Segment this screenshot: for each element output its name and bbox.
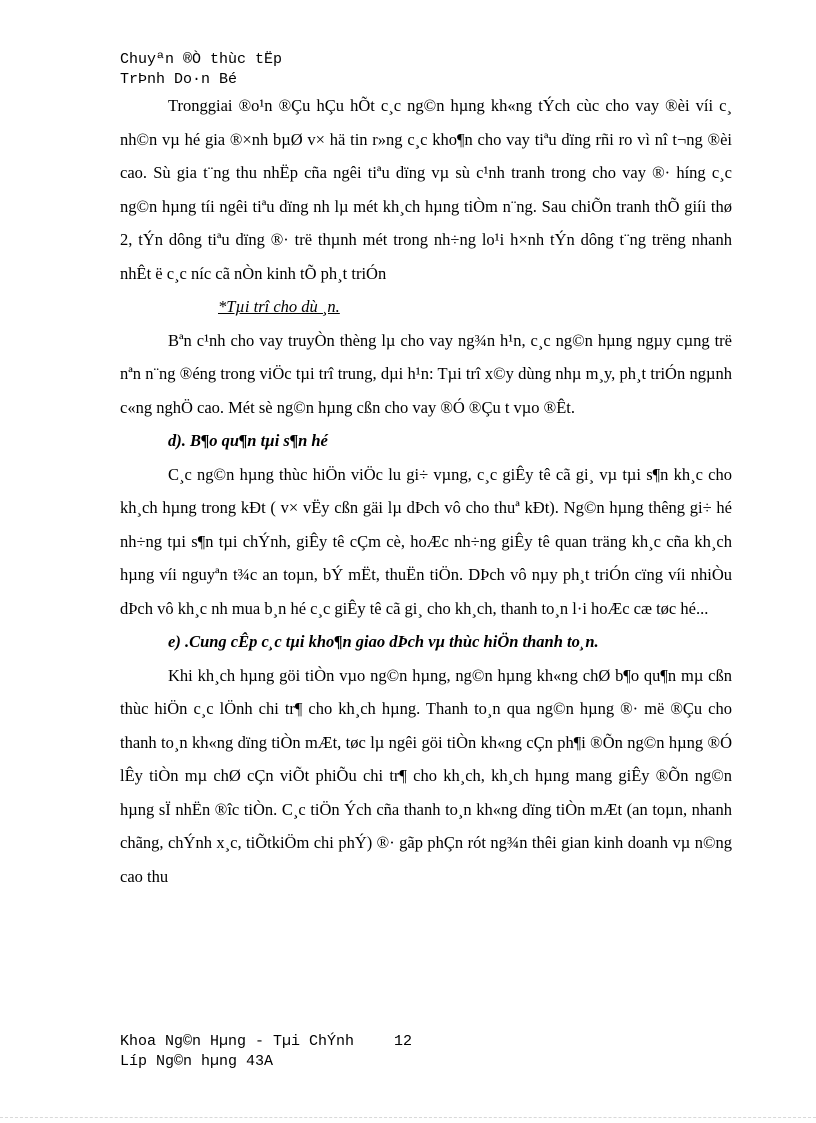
paragraph-2: Bªn c¹nh cho vay truyÒn thèng lµ cho vay ng¾n h¹n, c¸c ng©n hµng ngµy cµng trë nªn n¨ng ®éng trong viÖc tµi trî trung, dµi h¹n: Tµi trî x©y dùng nhµ m¸y, ph¸t triÓn ngµnh c«ng nghÖ cao. Mét sè ng©n hµng cßn cho vay ®Ó ®Çu t vµo ®Êt. — [120, 330, 732, 417]
header-author: TrÞnh Do·n Bé — [120, 71, 238, 88]
header-title: Chuyªn ®Ò thùc tËp — [120, 51, 283, 68]
page-footer — [120, 1032, 412, 1072]
body-text — [120, 89, 732, 893]
paragraph-4: Khi kh¸ch hµng göi tiÒn vµo ng©n hµng, ng©n hµng kh«ng chØ b¶o qu¶n mµ cßn thùc hiÖn c¸c lÖnh chi tr¶ cho kh¸ch hµng. Thanh to¸n qua ng©n hµng ®· më ®Çu cho thanh to¸n kh«ng dïng tiÒn mÆt, tøc lµ ngêi göi tiÒn kh«ng cÇn ph¶i ®Õn ng©n hµng ®Ó lÊy tiÒn mµ chØ cÇn viÕt phiÕu chi tr¶ cho kh¸ch, kh¸ch hµng mang giÊy ®Õn ng©n hµng sÏ nhËn ®îc tiÒn. C¸c tiÖn Ých cña thanh to¸n kh«ng dïng tiÒn mÆt (an toµn, nhanh chãng, chÝnh x¸c, tiÕtkiÖm chi phÝ) ®· gãp phÇn rót ng¾n thêi gian kinh doanh vµ n©ng cao thu — [120, 665, 732, 886]
page-number: 12 — [394, 1033, 413, 1050]
subheading-text: *Tµi trî cho dù ¸n. — [218, 297, 340, 316]
footer-faculty: Khoa Ng©n Hµng - Tµi ChÝnh — [120, 1033, 355, 1050]
page-bottom-divider — [0, 1117, 816, 1118]
section-heading-d: d). B¶o qu¶n tµi s¶n hé — [168, 431, 328, 450]
page-header — [120, 50, 282, 90]
subheading-project-finance — [120, 290, 732, 324]
section-heading-e: e) .Cung cÊp c¸c tµi kho¶n giao dÞch vµ thùc hiÖn thanh to¸n. — [168, 632, 599, 651]
paragraph-3: C¸c ng©n hµng thùc hiÖn viÖc lu gi÷ vµng, c¸c giÊy tê cã gi¸ vµ tµi s¶n kh¸c cho kh¸ch hµng trong kÐt ( v× vËy cßn gäi lµ dÞch vô cho thuª kÐt). Ng©n hµng thêng gi÷ hé nh÷ng tµi s¶n tµi chÝnh, giÊy tê cÇm cè, hoÆc nh÷ng giÊy tê quan träng kh¸c cña kh¸ch hµng víi nguyªn t¾c an toµn, bÝ mËt, thuËn tiÖn. DÞch vô nµy ph¸t triÓn cïng víi nhiÒu dÞch vô kh¸c nh mua b¸n hé c¸c giÊy tê cã gi¸ cho kh¸ch, thanh to¸n l·i hoÆc cæ tøc hé... — [120, 464, 732, 618]
footer-class: Líp Ng©n hµng 43A — [120, 1053, 274, 1070]
paragraph-1: Tronggiai ®o¹n ®Çu hÇu hÕt c¸c ng©n hµng kh«ng tÝch cùc cho vay ®èi víi c¸ nh©n vµ hé gia ®×nh bµØ v× hä tin r»ng c¸c kho¶n cho vay tiªu dïng rñi ro vì nî t¬ng ®èi cao. Sù gia t¨ng thu nhËp cña ngêi tiªu dïng vµ sù c¹nh tranh trong cho vay ®· híng c¸c ng©n hµng tíi ngêi tiªu dïng nh lµ mét kh¸ch hµng tiÒm n¨ng. Sau chiÕn tranh thÕ giíi thø 2, tÝn dông tiªu dïng ®· trë thµnh mét trong nh÷ng lo¹i h×nh tÝn dông t¨ng trëng nhanh nhÊt ë c¸c níc cã nÒn kinh tÕ ph¸t triÓn — [120, 96, 732, 283]
